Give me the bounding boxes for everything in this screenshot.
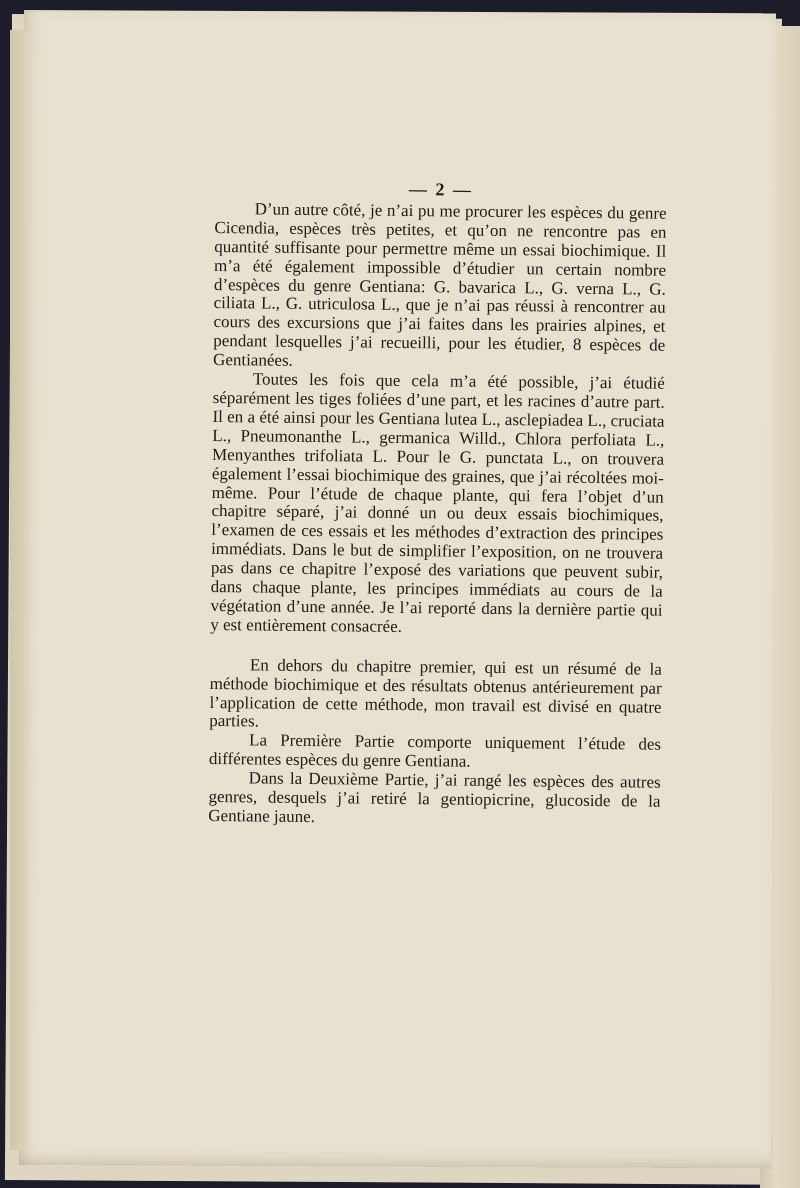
- body-text: [208, 178, 667, 831]
- page-number: — 2 —: [408, 179, 473, 200]
- paragraph: D’un autre côté, je n’ai pu me procurer les espèces du genre Cicendia, espèces très petites, et qu’on ne rencontre pas en quantité suffisante pour permettre même un essai biochimique. Il m’a été également impossible d’étudier un certain nombre d’espèces du genre Gentiana: G. bavarica L., G. verna L., G. ciliata L., G. utriculosa L., que je n’ai pas réussi à rencontrer au cours des excursions que j’ai faites dans les prairies alpines, et pendant lesquelles j’ai recueilli, pour les étudier, 8 espèces de Gentianées.: [212, 199, 667, 370]
- paragraph: La Première Partie comporte uniquement l’étude des différentes espèces du genre Gentiana.: [208, 730, 662, 771]
- left-page-edge: [10, 30, 28, 1150]
- paragraph: En dehors du chapitre premier, qui est un résumé de la méthode biochimique et des résultats obtenus antérieurement par l’application de cette méthode, mon travail est divisé en quatre parties.: [209, 655, 662, 731]
- paragraph: Dans la Deuxième Partie, j’ai rangé les espèces des autres genres, desquels j’ai retiré la gentiopicrine, glucoside de la Gentiane jaune.: [208, 768, 661, 827]
- paragraph: Toutes les fois que cela m’a été possible, j’ai étudié séparément les tiges foliées d’une part, et les racines d’autre part. Il en a été ainsi pour les Gentiana lutea L., asclepiadea L., cruciata L., Pneumonanthe L., germanica Willd., Chlora perfoliata L., Menyanthes trifoliata L. Pour le G. punctata L., on trouvera également l’essai biochimique des graines, que j’ai récoltées moi-même. Pour l’étude de chaque plante, qui fera l’objet d’un chapitre séparé, j’ai donné un ou deux essais biochimiques, l’examen de ces essais et les méthodes d’extraction des principes immédiats. Dans le but de simplifier l’exposition, on ne trouvera pas dans ce chapitre l’exposé des variations que peuvent subir, dans chaque plante, les principes immédiats au cours de la végétation d’une année. Je l’ai reporté dans la dernière partie qui y est entièrement consacrée.: [210, 369, 665, 636]
